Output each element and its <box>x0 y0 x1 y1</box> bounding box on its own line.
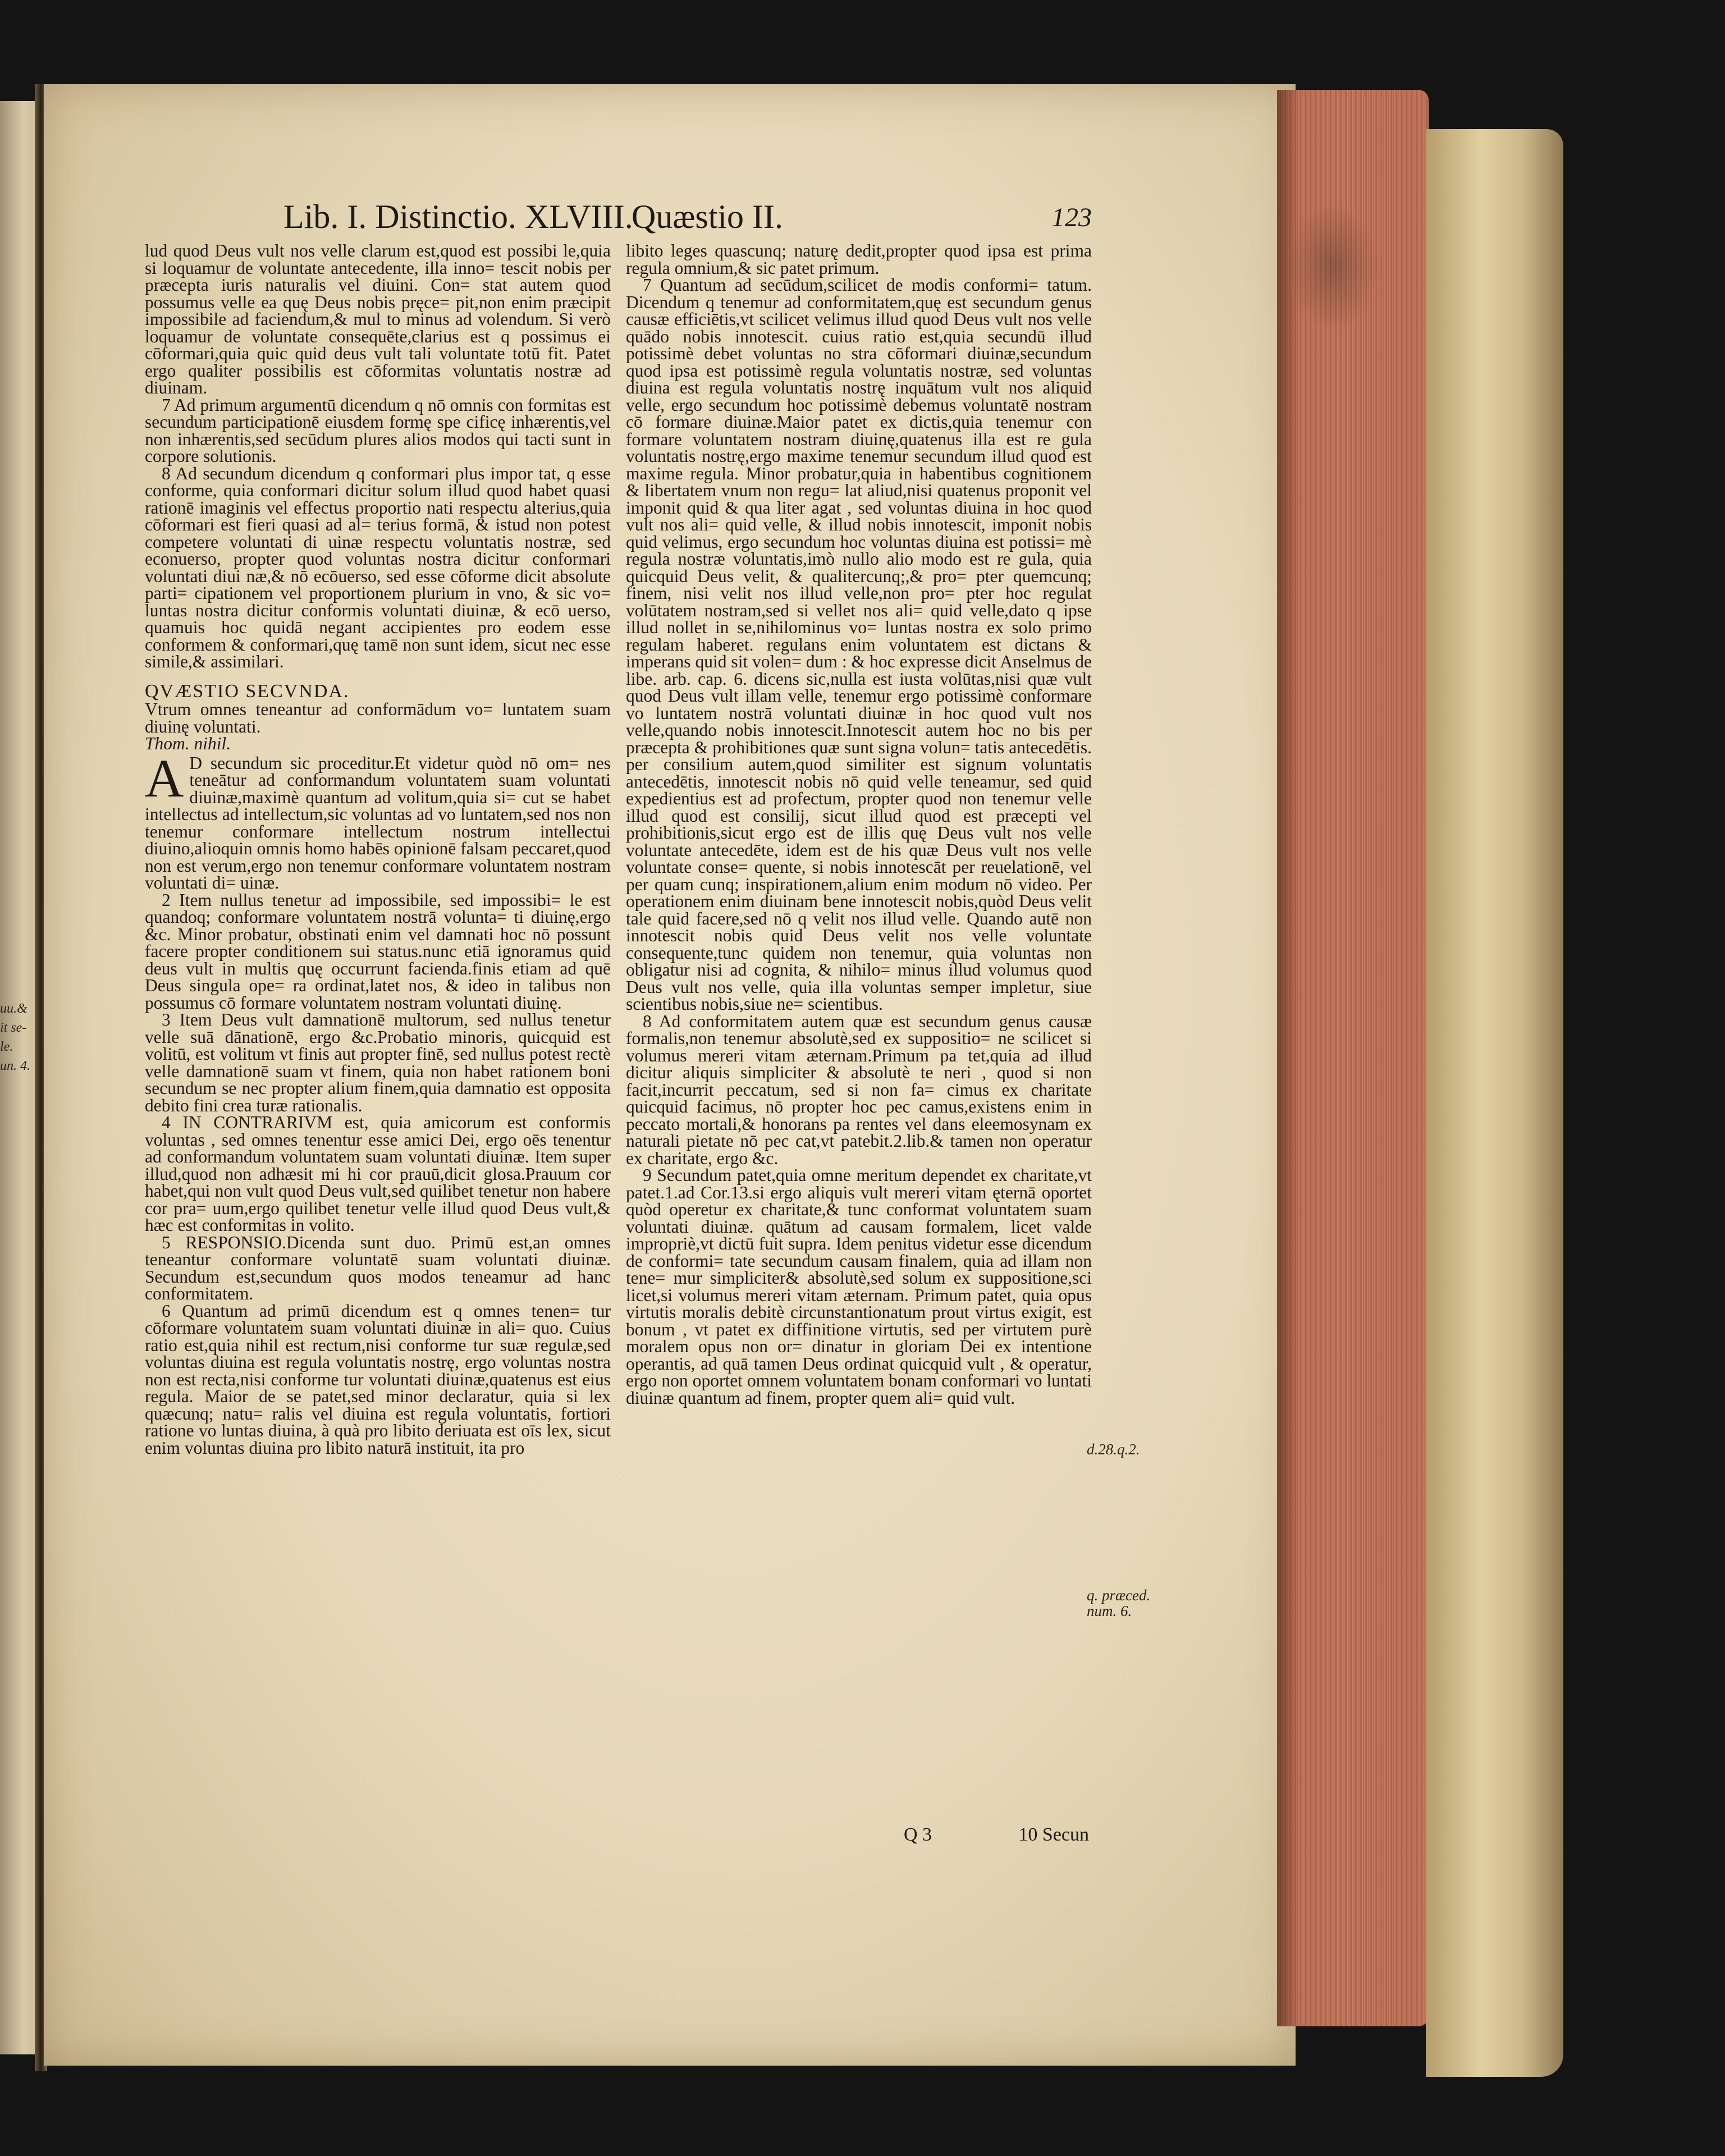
paragraph: 5 RESPONSIO.Dicenda sunt duo. Primū est,an omnes teneantur conformare voluntatē suam voluntati diuinæ. Secundum est,secundum quos modos teneamur ad hanc conformitatem. <box>145 1232 611 1303</box>
running-head-right: Quæstio II. <box>632 198 783 235</box>
folio-number: 123 <box>1051 203 1092 232</box>
left-margin-line: le. <box>0 1040 13 1054</box>
running-head <box>283 198 1092 242</box>
paragraph: 4 IN CONTRARIVM est, quia amicorum est conformis voluntas , sed omnes tenentur esse amici Dei, ergo oēs tenentur ad conformandum voluntatem suam voluntati diuinæ. Item super illud,quod non adhæsit mi hi cor prauū,dicit glosa.Prauum cor habet,qui non vult quod Deus vult,sed quilibet tenetur non habere cor pra= uum,ergo quilibet tenetur velle illud quod Deus vult,& hæc est conformitas in volito. <box>145 1113 611 1235</box>
thomas-reference: Thom. nihil. <box>145 734 231 753</box>
paragraph: 2 Item nullus tenetur ad impossibile, sed impossibi= le est quandoq; conformare voluntatem nostrā volunta= ti diuinę,ergo &c. Minor probatur, obstinati enim vel damnati hoc nō possunt facere propter conditionem sui status.nunc etiā ignoramus quid deus vult in multis quę occurrunt facienda.finis etiam ad quē Deus singula ope= ra ordinat,latet nos, & ideo in talibus non possumus cō formare voluntatem nostram voluntati diuinę. <box>145 890 611 1013</box>
binding-ink-mark <box>1288 202 1378 331</box>
paragraph: 7 Ad primum argumentū dicendum q nō omnis con formitas est secundum participationē eiusdem formę spe cificę inhærentis,vel non inhærentis,sed secūdum plures alios modos qui tacti sunt in corpore solutionis. <box>145 395 611 466</box>
left-margin-line: un. 4. <box>0 1059 30 1073</box>
question-title: QVÆSTIO SECVNDA. <box>145 680 350 702</box>
paragraph: 3 Item Deus vult damnationē multorum, sed nullus tenetur velle suā dānationē, ergo &c.Probatio minoris, quicquid est volitū, est volitum vt finis aut propter finē, sed nullus potest rectè velle damnationē suam vt finem, quia non habet rationem boni secundum se nec propter alium finem,quia damnatio est opposita debito fini crea turæ rationalis. <box>145 1010 611 1115</box>
paragraph: 9 Secundum patet,quia omne meritum dependet ex charitate,vt patet.1.ad Cor.13.si ergo aliquis vult mereri vitam ęternā oportet quòd operetur ex charitate,& tunc conformat voluntatem suam voluntati diuinæ. quātum ad causam formalem, licet valde impropriè,vt dictū fuit supra. Idem penitus videtur esse dicendum de conformi= tate secundum causam finalem, quia ad illam non tene= mur simpliciter& absolutè,sed solum ex suppositione,sci licet,si volumus mereri vitam æternam. Primum patet, quia opus virtutis moralis debitè circunstantionatum prout virtus exigit, est bonum , vt patet ex diffinitione virtutis, sed per virtutem purè moralem opus non or= dinatur in gloriam Dei ex intentione operantis, ad quā tamen Deus ordinat quicquid vult , & operatur, ergo non oportet omnem voluntatem bonam conformari vo luntati diuinæ quantum ad finem, propter quem ali= quid vult. <box>626 1165 1092 1408</box>
paragraph: 8 Ad secundum dicendum q conformari plus impor tat, q esse conforme, quia conformari dicitur solum illud quod habet quasi rationē imaginis vel effectus proportio nati respectu alterius,quia cōformari est fieri quasi ad al= terius formā, & istud non potest competere voluntati di uinæ respectu voluntatis nostræ, sed econuerso, propter quod voluntas nostra dicitur conformari voluntati diui næ,& nō ecōuerso, sed esse cōforme dicit absolute parti= cipationem vel proportionem plurium in vno, & sic vo= luntas nostra dicitur conformis voluntati diuinæ, & ecō uerso, quamuis hoc quidā negant accipientes pro eodem esse conformem & conformari,quę tamē non sunt idem, sicut nec esse simile,& assimilari. <box>145 463 611 671</box>
margin-note: d.28.q.2. <box>1087 1441 1140 1458</box>
vellum-binding <box>1426 129 1563 2077</box>
left-column <box>145 242 611 1457</box>
right-column <box>626 242 1092 1407</box>
paragraph: 7 Quantum ad secūdum,scilicet de modis conformi= tatum. Dicendum q tenemur ad conformitatem,quę est secundum genus causæ efficiētis,vt scilicet velimus illud quod Deus vult nos velle quādo nobis innotescit. cuius ratio est,quia secundū illud potissimè debet voluntas no stra cōformari diuinæ,secundum quod ipsa est potissimè regula voluntatis nostræ, sed voluntas diuina est regula voluntatis nostrę inquātum vult nos aliquid velle, ergo secundum hoc potissimè debemus voluntatē nostram cō formare diuinæ.Maior patet ex dictis,quia tenemur con formare voluntatem nostram diuinę,quatenus illa est re gula voluntatis nostrę,ergo maxime tenemur secundum illud quod est maxime regula. Minor probatur,quia in habentibus cognitionem & libertatem vnum non regu= lat aliud,nisi quatenus proponit vel imponit quid & qua liter agat , sed voluntas diuina in hoc quod vult nos ali= quid velle, & illud nobis innotescit, imponit nobis quid velimus, ergo secundum hoc voluntas diuina est potissi= mè regula nostræ voluntatis,imò nullo alio modo est re gula, quia quicquid Deus velit, & qualitercunq;,& pro= pter quemcunq; finem, nisi velit nos illud velle,non pro= pter hoc regulat volūtatem nostram,sed si vellet nos ali= quid velle,dato q ipse illud nollet in se,nihilominus vo= luntas nostra ex solo primo regulam haberet. regulans enim voluntatem est dictans & imperans quid sit volen= dum : & hoc expresse dicit Anselmus de libe. arb. cap. 6. dicens sic,nulla est iusta volūtas,nisi quæ vult quod Deus vult illam velle, tenemur ergo potissimè conformare vo luntatem nostrā voluntati diuinæ in hoc quod vult nos velle,quando nobis innotescit.Innotescit autem hoc no bis per præcepta & prohibitiones quæ sunt signa volun= tatis antecedētis. per consilium autem,quod similiter est signum voluntatis antecedētis, innotescit nobis nō quid velle teneamur, sed quid expedientius est ad profectum, propter quod non tenemur velle illud quod est consilij, sicut illud quod est præcepti vel prohibitionis,sicut ergo est de illis quę Deus vult nos velle voluntate antecedēte, idem est de his quæ Deus vult nos velle voluntate conse= quente, si nobis innotescāt per reuelationē, vel per quam cunq; inspirationem,alium enim modum nō video. Per operationem enim diuinam bene innotescit nobis,quòd Deus velit tale quid facere,sed nō q velit nos illud velle. Quando autē non innotescit nobis quid Deus velit nos velle voluntate consequente,tunc quidem non tenemur, quia voluntas non obligatur nisi ad cognita, & nihilo= minus illud volumus quod Deus vult nos velle, quia illa voluntas semper impletur, siue scientibus nobis,siue ne= scientibus. <box>626 275 1092 1014</box>
paragraph: libito leges quascunq; naturę dedit,propter quod ipsa est prima regula omnium,& sic patet primum. <box>626 241 1092 278</box>
paragraph: 8 Ad conformitatem autem quæ est secundum genus causæ formalis,non tenemur absolutè,sed ex suppositio= ne scilicet si volumus mereri vitam æternam.Primum pa tet,quia ad illud dicitur aliquis simpliciter & absolutè te neri , quod si non facit,incurrit peccatum, sed si non fa= cimus ex charitate quicquid facimus, nō propter hoc pec camus,existens enim in peccato mortali,& honorans pa rentes vel dans eleemosynam ex naturali pietate nō pec cat,vt patebit.2.lib.& tamen non operatur ex charitate, ergo &c. <box>626 1011 1092 1168</box>
drop-cap: A <box>145 748 184 808</box>
paragraph: 6 Quantum ad primū dicendum est q omnes tenen= tur cōformare voluntatem suam voluntati diuinæ in ali= quo. Cuius ratio est,quia nihil est rectum,nisi conforme tur suæ regulæ,sed voluntas diuina est regula voluntatis nostrę, ergo voluntas nostra non est recta,nisi conforme tur voluntati diuinæ,quatenus est eius regula. Maior de se patet,sed minor declaratur, quia si lex quæcunq; natu= ralis vel diuina est regula voluntatis, fortiori ratione vo luntas diuina, à quà pro libito deriuata est oīs lex, sicut enim voluntas diuina pro libito naturā instituit, ita pro <box>145 1301 611 1458</box>
catchword: 10 Secun <box>1018 1824 1089 1845</box>
paragraph-text: D secundum sic proceditur.Et videtur quòd nō om= nes teneātur ad conformandum voluntatem suam voluntati diuinæ,maximè quantum ad volitum,quia si= cut se habet intellectus ad intellectum,sic voluntas ad vo luntatem,sed nos non tenemur conformare intellectum nostrum intellectui diuino,alioquin omnis homo habēs opinionē falsam peccaret,quod non est verum,ergo non tenemur conformare voluntatem nostram voluntati di= uinæ. <box>145 753 611 892</box>
red-fore-edge <box>1277 90 1429 2026</box>
paragraph-with-drop-cap <box>145 748 611 892</box>
running-head-left: Lib. I. Distinctio. XLVIII. <box>283 198 633 235</box>
left-page-margin-notes <box>0 999 44 1075</box>
paragraph: lud quod Deus vult nos velle clarum est,quod est possibi le,quia si loquamur de voluntate antecedente, illa inno= tescit nobis per præcepta iuris naturalis vel diuini. Con= stat autem quod possumus velle ea quę Deus nobis pręce= pit,non enim præcipit impossibile ad faciendum,& mul to minus ad volendum. Si verò loquamur de voluntate consequēte,clarius est q possimus ei cōformari,quia quic quid deus vult tali voluntate totū fit. Patet ergo qualiter possibilis est cōformitas voluntatis nostræ ad diuinam. <box>145 241 611 397</box>
signature-mark: Q 3 <box>904 1824 932 1845</box>
question-subtitle: Vtrum omnes teneantur ad conformādum vo= luntatem suam diuinę voluntati. <box>145 699 611 736</box>
fore-edge-shadow <box>1277 90 1300 2026</box>
margin-note: q. præced. num. 6. <box>1087 1587 1151 1619</box>
left-margin-line: it se- <box>0 1020 27 1035</box>
left-margin-line: uu.& <box>0 1001 28 1016</box>
